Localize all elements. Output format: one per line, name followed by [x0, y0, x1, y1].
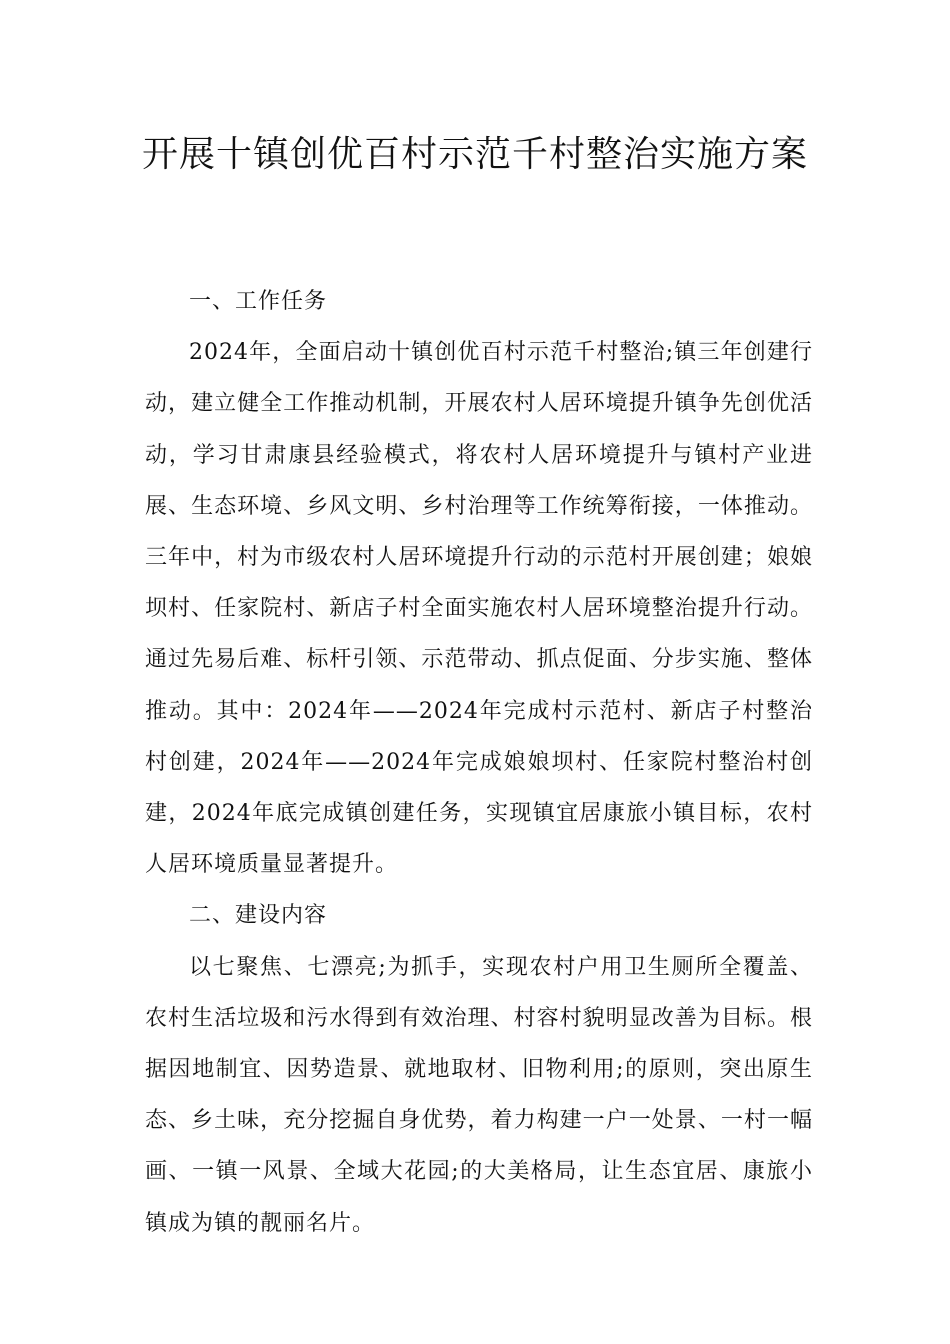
document-body: [145, 276, 813, 1249]
section-paragraph-work-tasks: 2024年，全面启动十镇创优百村示范千村整治;镇三年创建行动，建立健全工作推动机制，开展农村人居环境提升镇争先创优活动，学习甘肃康县经验模式，将农村人居环境提升与镇村产业进展、生态环境、乡风文明、乡村治理等工作统筹衔接，一体推动。三年中，村为市级农村人居环境提升行动的示范村开展创建；娘娘坝村、任家院村、新店子村全面实施农村人居环境整治提升行动。通过先易后难、标杆引领、示范带动、抓点促面、分步实施、整体推动。其中：2024年——2024年完成村示范村、新店子村整治村创建，2024年——2024年完成娘娘坝村、任家院村整治村创建，2024年底完成镇创建任务，实现镇宜居康旅小镇目标，农村人居环境质量显著提升。: [145, 340, 813, 878]
section-heading-construction-content: 二、建设内容: [189, 903, 328, 929]
document-title: 开展十镇创优百村示范千村整治实施方案: [141, 134, 808, 175]
section-heading-work-tasks: 一、工作任务: [189, 289, 328, 314]
section-paragraph-construction-content: 以七聚焦、七漂亮;为抓手，实现农村户用卫生厕所全覆盖、农村生活垃圾和污水得到有效治理、村容村貌明显改善为目标。根据因地制宜、因势造景、就地取材、旧物利用;的原则，突出原生态、乡土味，充分挖掘自身优势，着力构建一户一处景、一村一幅画、一镇一风景、全域大花园;的大美格局，让生态宜居、康旅小镇成为镇的靓丽名片。: [145, 954, 813, 1236]
